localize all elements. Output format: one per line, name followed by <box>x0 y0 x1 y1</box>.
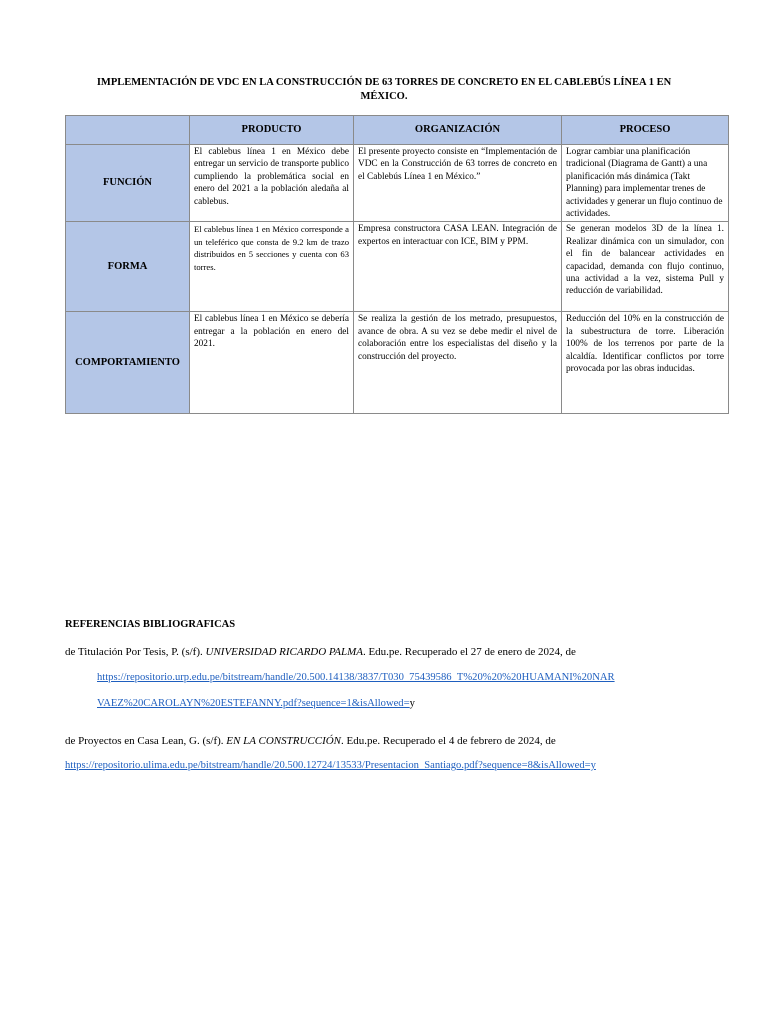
reference-2-citation <box>65 734 556 748</box>
cell-forma-producto: El cablebus línea 1 en México corresponde a un teleférico que consta de 9.2 km de trazo distribuidos en 5 secciones y cuenta con 63 torres. <box>190 222 354 312</box>
document-title <box>66 76 702 104</box>
cell-forma-proceso: Se generan modelos 3D de la línea 1. Realizar dinámica con un simulador, con el fin de balancear actividades en capacidad, demanda con flujo continuo, una actividad a la vez, sistema Pull y reducción de variabilidad. <box>562 222 729 312</box>
reference-1-link-continued[interactable]: VAEZ%20CAROLAYN%20ESTEFANNY.pdf?sequence=1&isAllowed= <box>97 698 410 709</box>
cell-comportamiento-organizacion: Se realiza la gestión de los metrado, presupuestos, avance de obra. A su vez se debe medir el nivel de colaboración entre los especialistas del diseño y la construcción del proyecto. <box>354 312 562 414</box>
reference-1-author: de Titulación Por Tesis, P. (s/f). <box>65 646 206 658</box>
reference-1-link[interactable]: https://repositorio.urp.edu.pe/bitstream/handle/20.500.14138/3837/T030_75439586_T%20%20%20HUAMANI%20NAR <box>97 672 615 683</box>
table-row <box>66 222 729 312</box>
vdc-matrix-table <box>65 115 729 414</box>
header-corner <box>66 116 190 145</box>
reference-1-citation <box>65 645 576 659</box>
cell-funcion-producto: El cablebus línea 1 en México debe entregar un servicio de transporte publico cumpliendo la problemática social en enero del 2021 a la población aledaña al cablebus. <box>190 145 354 222</box>
row-label-funcion: FUNCIÓN <box>66 145 190 222</box>
document-title-line1: IMPLEMENTACIÓN DE VDC EN LA CONSTRUCCIÓN DE 63 TORRES DE CONCRETO EN EL CABLEBÚS LÍNEA 1 EN <box>96 77 672 88</box>
reference-1-suffix: y <box>409 698 415 709</box>
reference-2-source: EN LA CONSTRUCCIÓN <box>226 735 342 747</box>
reference-2-tail: . Edu.pe. Recuperado el 4 de febrero de 2024, de <box>341 735 556 747</box>
table-row <box>66 145 729 222</box>
row-label-comportamiento: COMPORTAMIENTO <box>66 312 190 414</box>
reference-1-tail: . Edu.pe. Recuperado el 27 de enero de 2024, de <box>362 646 576 658</box>
reference-1-url-line1 <box>97 671 615 685</box>
row-label-forma: FORMA <box>66 222 190 312</box>
table-header-row <box>66 116 729 145</box>
cell-comportamiento-producto: El cablebus línea 1 en México se debería entregar a la población en enero del 2021. <box>190 312 354 414</box>
header-organizacion: ORGANIZACIÓN <box>354 116 562 145</box>
reference-1-url-line2 <box>97 697 415 711</box>
cell-funcion-organizacion: El presente proyecto consiste en “Implementación de VDC en la Construcción de 63 torres de concreto en el Cablebús Línea 1 en México.” <box>354 145 562 222</box>
reference-1-source: UNIVERSIDAD RICARDO PALMA <box>205 646 363 658</box>
cell-comportamiento-proceso: Reducción del 10% en la construcción de la subestructura de torre. Liberación 100% de los terrenos por parte de la alcaldía. Identificar conflictos por torre provocada por las obras inducidas. <box>562 312 729 414</box>
cell-funcion-proceso: Lograr cambiar una planificación tradicional (Diagrama de Gantt) a una planificación más dinámica (Takt Planning) para implementar trenes de actividades y generar un flujo continuo de actividades. <box>562 145 729 222</box>
cell-forma-organizacion: Empresa constructora CASA LEAN. Integración de expertos en interactuar con ICE, BIM y PPM. <box>354 222 562 312</box>
header-proceso: PROCESO <box>562 116 729 145</box>
document-title-line2: MÉXICO. <box>360 91 408 102</box>
reference-2-link[interactable]: https://repositorio.ulima.edu.pe/bitstream/handle/20.500.12724/13533/Presentacion_Santiago.pdf?sequence=8&isAllowed=y <box>65 760 596 771</box>
reference-2-author: de Proyectos en Casa Lean, G. (s/f). <box>65 735 227 747</box>
table-row <box>66 312 729 414</box>
header-producto: PRODUCTO <box>190 116 354 145</box>
references-heading: REFERENCIAS BIBLIOGRAFICAS <box>65 619 236 630</box>
reference-2-url <box>65 759 596 773</box>
